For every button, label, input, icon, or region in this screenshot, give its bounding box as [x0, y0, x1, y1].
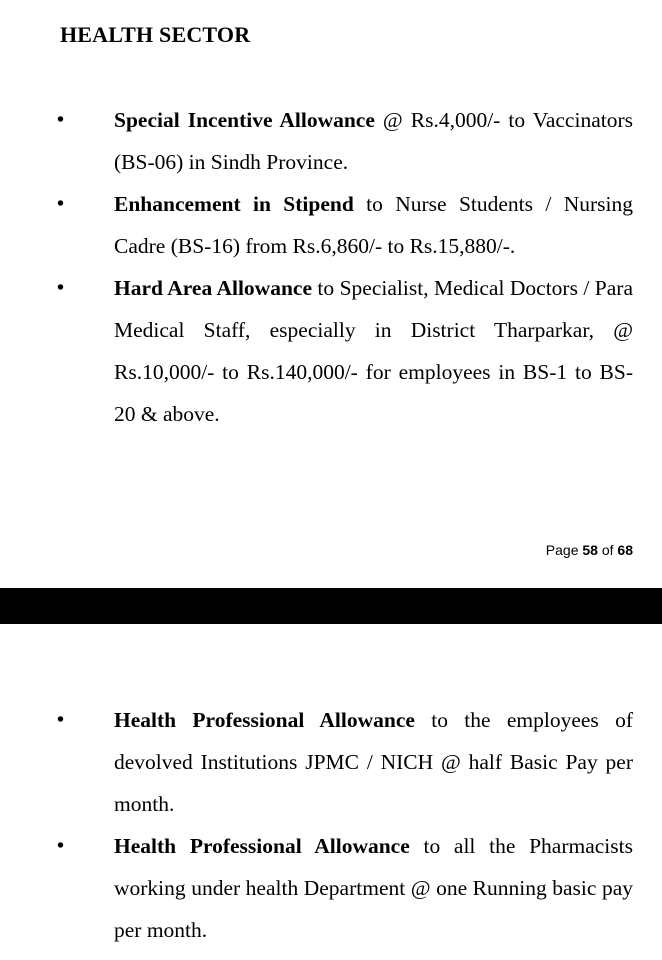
bullet-icon: • — [57, 277, 65, 299]
page-of-word: of — [601, 542, 614, 558]
list-item — [0, 99, 662, 183]
list-item — [0, 825, 662, 951]
page-number — [546, 542, 633, 558]
item-text: to Nurse Students / Nursing Cadre (BS-16) from Rs.6,860/- to Rs.15,880/-. — [114, 192, 633, 258]
item-text: to all the Pharmacists working under health Department @ one Running basic pay per month. — [114, 834, 633, 942]
list-item — [0, 267, 662, 435]
page-separator — [0, 588, 662, 624]
list-item — [0, 699, 662, 825]
item-lead: Special Incentive Allowance — [114, 108, 375, 132]
page-current: 58 — [582, 542, 598, 558]
bullet-icon: • — [57, 709, 65, 731]
item-lead: Enhancement in Stipend — [114, 192, 354, 216]
item-text: to the employees of devolved Institutions JPMC / NICH @ half Basic Pay per month. — [114, 708, 634, 816]
page-total: 68 — [617, 542, 633, 558]
bullet-icon: • — [57, 835, 65, 857]
bullet-icon: • — [57, 109, 65, 131]
item-text: @ Rs.4,000/- to Vaccinators (BS-06) in Sindh Province. — [114, 108, 633, 174]
bullet-icon: • — [57, 193, 65, 215]
item-lead: Health Professional Allowance — [114, 708, 415, 732]
bullet-list-upper — [0, 99, 662, 435]
item-lead: Hard Area Allowance — [114, 276, 312, 300]
page-word: Page — [545, 542, 579, 558]
item-lead: Health Professional Allowance — [114, 834, 410, 858]
list-item — [0, 183, 662, 267]
section-title: HEALTH SECTOR — [60, 22, 251, 47]
document-page-lower — [0, 624, 662, 960]
bullet-list-lower — [0, 699, 662, 951]
item-text: to Specialist, Medical Doctors / Para Medical Staff, especially in District Tharparkar, @ Rs.10,000/- to Rs.140,000/- for employees in BS-1 to BS-20 & above. — [114, 276, 633, 426]
